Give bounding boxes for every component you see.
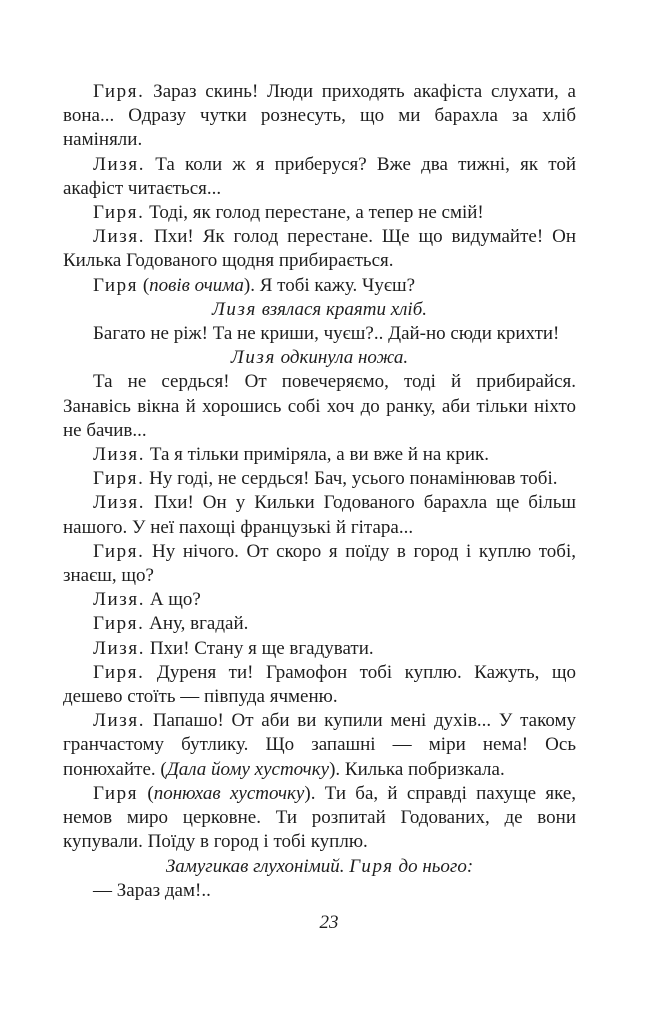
dialogue-text: Та я тільки приміряла, а ви вже й на крик. [149,444,489,466]
dialogue-line [63,322,576,346]
speaker-name: Гиря. [93,613,145,635]
dialogue-line [63,879,576,903]
speaker-name: Лизя. [93,153,146,175]
dialogue-line [63,491,576,539]
dialogue-text: . Я тобі кажу. Чуєш? [250,274,416,296]
dialogue-text: Папашо! От аби ви купили мені духів... У такому гранчастому бутлику. Що запашні — міри нема! Ось понюхайте. ( [63,710,577,780]
speaker-name: Гиря. [93,661,145,683]
dialogue-text: — Зараз дам!.. [93,879,211,901]
dialogue-line [63,588,576,612]
speaker-name: Гиря [93,274,139,296]
dialogue-text: Та коли ж я приберуся? Вже два тижні, як той акафіст читається... [63,153,576,199]
stage-direction [63,298,576,322]
dialogue-text: ). Килька побризкала. [329,758,505,780]
dialogue-line [63,80,576,153]
dialogue-text: Ану, вгадай. [149,613,249,635]
dialogue-text: Багато не ріж! Та не криши, чуєш?.. Дай-но сюди крихти! [93,323,560,345]
speaker-name: Гиря. [93,468,145,490]
dialogue-text: Тоді, як голод перестане, а тепер не смій! [149,202,484,224]
speaker-name: Лизя. [93,226,146,248]
page-number: 23 [319,912,339,933]
speaker-name: Лизя. [93,710,146,732]
stage-remark: понюхав хусточку [153,782,305,804]
dialogue-line [63,443,576,467]
speaker-name: Лизя. [93,444,146,466]
dialogue-text: Та не сердься! От повечеряємо, тоді й прибирайся. Занавісь вікна й хорошись собі хоч до ранку, аби тільки ніхто не бачив... [63,371,576,441]
speaker-name: Лизя. [93,637,146,659]
dialogue-text: Пхи! Он у Кильки Годованого барахла ще більш нашого. У неї пахощі французькі й гітара... [63,492,576,538]
dialogue-line [63,201,576,225]
dialogue-line [63,467,576,491]
stage-direction [63,346,576,370]
dialogue-text: Зараз скинь! Люди приходять акафіста слухати, а вона... Одразу чутки рознесуть, що ми барахла за хліб наміняли. [63,81,576,151]
speaker-name: Лизя. [93,492,146,514]
stage-remark: Дала йому хусточку [166,758,330,780]
dialogue-text: Дуреня ти! Грамофон тобі куплю. Кажуть, що дешево стоїть — півпуда ячменю. [63,661,576,708]
stage-text: до нього: [393,855,474,877]
dialogue-text: Пхи! Як голод перестане. Ще що видумайте! Он Килька Годованого щодня прибирається. [63,226,577,272]
speaker-name: Гиря. [93,202,145,224]
dialogue-line [63,225,576,273]
speaker-name: Гиря. [93,81,145,102]
speaker-name: Гиря [93,782,139,804]
speaker-name: Гиря [349,855,394,877]
dialogue-text: Ну нічого. От скоро я поїду в город і куплю тобі, знаєш, що? [63,540,576,587]
dialogue-text: А що? [149,589,201,611]
dialogue-text: Пхи! Стану я ще вгадувати. [149,637,374,659]
dialogue-text: Ну годі, не сердься! Бач, усього понамінював тобі. [149,468,558,490]
dialogue-line [63,637,576,661]
dialogue-line: Гиря (понюхав хусточку). Ти ба, й справді пахуще яке, немов миро церковне. Ти розпитай Годованих, де вони купували. Поїду в город і тобі куплю. [63,782,577,853]
dialogue-line [63,709,576,782]
dialogue-line [63,153,576,201]
dialogue-line [63,540,576,588]
dialogue-line: Гиря (повів очима). Я тобі кажу. Чуєш? [93,274,416,296]
speaker-name: Гиря. [93,540,145,562]
dialogue-text: . Ти ба, й справді пахуще яке, немов миро церковне. Ти розпитай Годованих, де вони купували. Поїду в город і тобі куплю. [63,782,577,853]
page-body [63,80,576,903]
speaker-name: Лизя. [93,589,146,611]
stage-remark: повів очима [149,274,244,296]
stage-text: взялася краяти хліб. [256,298,428,320]
dialogue-line [63,661,576,709]
stage-text: одкинула ножа. [275,347,409,369]
dialogue-line [63,370,576,443]
stage-text: Замугикав глухонімий. [165,855,350,877]
stage-direction [63,855,576,879]
speaker-name: Лизя [211,298,257,320]
speaker-name: Лизя [230,347,276,369]
dialogue-line [63,612,576,636]
